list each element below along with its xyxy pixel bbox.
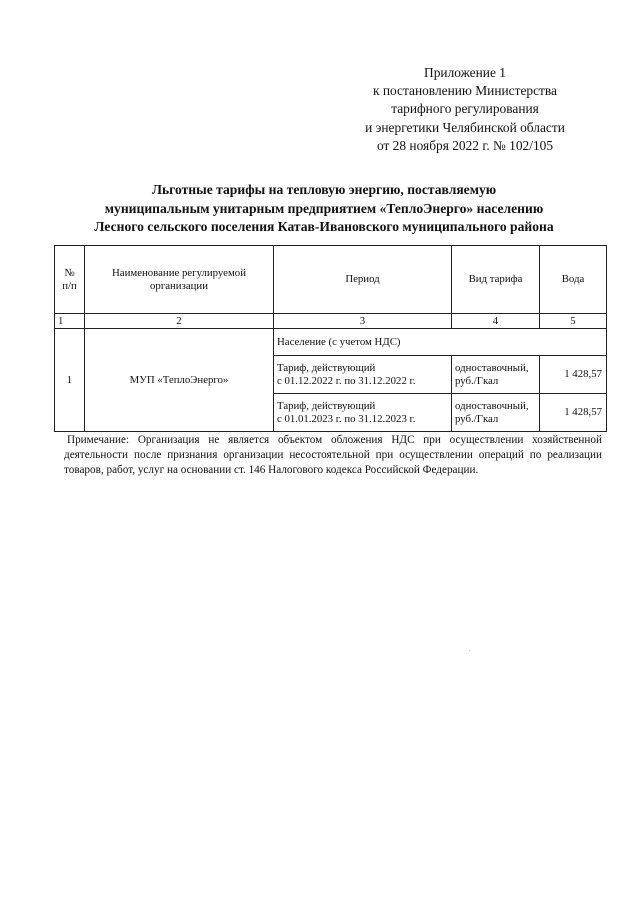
header-number: № п/п <box>55 246 85 314</box>
column-number: 1 <box>55 314 85 329</box>
header-tariff-type: Вид тарифа <box>452 246 540 314</box>
tariff-table <box>54 245 607 432</box>
appendix-header <box>340 64 590 155</box>
header-water: Вода <box>540 246 607 314</box>
appendix-line: от 28 ноября 2022 г. № 102/105 <box>376 137 554 153</box>
appendix-line: к постановлению Министерства <box>373 83 557 99</box>
table-header-row <box>55 246 607 314</box>
column-number: 3 <box>274 314 452 329</box>
tariff-type: одноставочный, руб./Гкал <box>452 394 540 432</box>
footnote: Примечание: Организация не является объектом обложения НДС при осуществлении хозяйственной деятельности после признания организации несостоятельной при осуществлении операций по реализации товаров, работ, услуг на основании ст. 146 Налогового кодекса Российской Федерации. <box>64 434 602 477</box>
appendix-line: тарифного регулирования <box>391 101 539 117</box>
organization-name: МУП «ТеплоЭнерго» <box>85 329 274 432</box>
document-title <box>40 181 608 237</box>
column-number-row <box>55 314 607 329</box>
consumer-group: Население (с учетом НДС) <box>274 329 607 356</box>
water-tariff-value: 1 428,57 <box>540 356 607 394</box>
appendix-line: Приложение 1 <box>424 65 506 80</box>
water-tariff-value: 1 428,57 <box>540 394 607 432</box>
scan-speck <box>469 650 470 651</box>
column-number: 5 <box>540 314 607 329</box>
tariff-period: Тариф, действующий с 01.12.2022 г. по 31.12.2022 г. <box>274 356 452 394</box>
column-number: 4 <box>452 314 540 329</box>
title-line: Лесного сельского поселения Катав-Ивановского муниципального района <box>94 219 554 235</box>
header-organization: Наименование регулируемой организации <box>85 246 274 314</box>
tariff-period: Тариф, действующий с 01.01.2023 г. по 31.12.2023 г. <box>274 394 452 432</box>
tariff-type: одноставочный, руб./Гкал <box>452 356 540 394</box>
title-line: муниципальным унитарным предприятием «ТеплоЭнерго» населению <box>104 200 544 216</box>
column-number: 2 <box>85 314 274 329</box>
title-line: Льготные тарифы на тепловую энергию, поставляемую <box>151 182 497 197</box>
header-period: Период <box>274 246 452 314</box>
row-number: 1 <box>55 329 85 432</box>
table-row <box>55 329 607 356</box>
appendix-line: и энергетики Челябинской области <box>365 119 565 135</box>
